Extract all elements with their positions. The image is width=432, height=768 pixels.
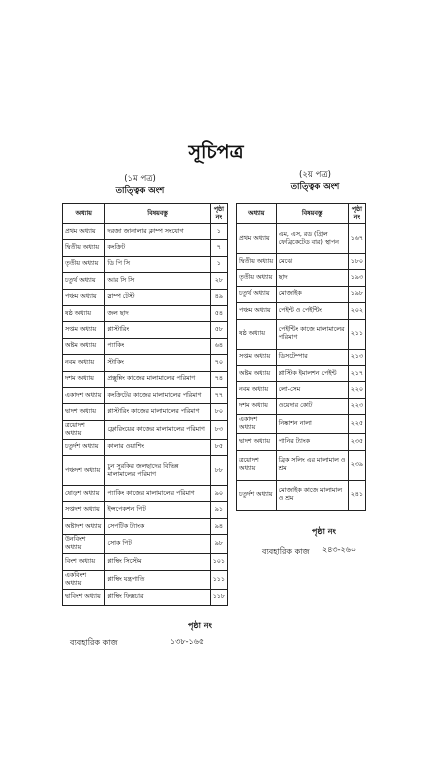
page-number-cell: ২০২: [348, 303, 365, 319]
page-number-cell: ৭০: [210, 355, 227, 371]
chapter-cell: একবিংশ অধ্যায়: [63, 570, 105, 589]
chapter-cell: দ্বাদশ অধ্যায়: [63, 404, 105, 420]
chapter-cell: অষ্টম অধ্যায়: [237, 365, 277, 381]
paper2-label: (২য় পত্র): [299, 170, 331, 180]
table-row: [63, 456, 228, 486]
subject-cell: সেপটিক ট্যাংক: [105, 518, 210, 534]
subject-cell: প্লাম্বিং সিস্টেম: [105, 554, 210, 570]
chapter-cell: প্রথম অধ্যায়: [237, 224, 277, 254]
subject-cell: চুন সুরকির জলছাদের বিভিন্ন মালামালের পরিমাণ: [105, 456, 210, 486]
subject-cell: স্টাকিং: [105, 355, 210, 371]
chapter-cell: তৃতীয় অধ্যায়: [63, 256, 105, 272]
chapter-cell: একাদশ অধ্যায়: [237, 415, 277, 434]
page-number-cell: ২১৩: [348, 349, 365, 365]
page-number-cell: ২৪১: [348, 480, 365, 510]
table-row: [237, 319, 366, 349]
page-number-cell: ৫৮: [210, 322, 227, 338]
table-row: [237, 434, 366, 450]
chapter-cell: সপ্তদশ অধ্যায়: [63, 502, 105, 518]
table-row: [63, 502, 228, 518]
subject-cell: ইন্সপেকশন পিট: [105, 502, 210, 518]
subject-cell: প্লাম্বিং ফিক্সচার: [105, 589, 210, 605]
subject-cell: প্রক্সুন্নিং কাজের মালামালের পরিমাণ: [105, 371, 210, 387]
table-header-row: [237, 204, 366, 224]
subject-cell: প্লাস্টারিং কাজের মালামালের পরিমাণ: [105, 404, 210, 420]
chapter-cell: চতুর্দশ অধ্যায়: [237, 480, 277, 510]
page-number-cell: ৯৮: [210, 535, 227, 554]
page-number-cell: ৯১: [210, 502, 227, 518]
table-row: [63, 439, 228, 455]
paper2-practical-pages: ২৪৩-২৬০: [322, 545, 357, 554]
page-number-cell: ১১৮: [210, 589, 227, 605]
table-row: [63, 322, 228, 338]
page-number-cell: ১০১: [210, 554, 227, 570]
subject-cell: পানির ট্যাংক: [276, 434, 348, 450]
subject-cell: প্লাস্টারিং: [105, 322, 210, 338]
chapter-cell: তৃতীয় অধ্যায়: [237, 270, 277, 286]
chapter-cell: নবম অধ্যায়: [63, 355, 105, 371]
subject-cell: প্লাস্টিক ইমালশন পেইন্ট: [276, 365, 348, 381]
table-row: [63, 518, 228, 534]
page-number-cell: ২৮: [210, 273, 227, 289]
page-number-cell: ৯৪: [210, 518, 227, 534]
col-header-subject: বিষয়বস্তু: [105, 204, 210, 224]
subject-cell: দরজা জানালার ক্লাম্প সংযোগ: [105, 224, 210, 240]
chapter-cell: দ্বিতীয় অধ্যায়: [63, 240, 105, 256]
chapter-cell: বিংশ অধ্যায়: [63, 554, 105, 570]
table-row: [237, 398, 366, 414]
chapter-cell: পঞ্চম অধ্যায়: [237, 303, 277, 319]
page-number-cell: ৪৯: [210, 289, 227, 305]
table-row: [63, 486, 228, 502]
subject-cell: মোজাইক: [276, 286, 348, 302]
chapter-cell: অষ্টাদশ অধ্যায়: [63, 518, 105, 534]
chapter-cell: চতুর্থ অধ্যায়: [63, 273, 105, 289]
col-header-page: পৃষ্ঠা নং: [348, 204, 365, 224]
chapter-cell: ত্রয়োদশ অধ্যায়: [237, 450, 277, 480]
table-row: [237, 270, 366, 286]
paper2-page-label: পৃষ্ঠা নং: [312, 527, 336, 536]
subject-cell: কংক্রিট: [105, 240, 210, 256]
chapter-cell: দ্বাবিংশ অধ্যায়: [63, 589, 105, 605]
table-row: [63, 404, 228, 420]
page-number-cell: ৭: [210, 240, 227, 256]
page-number-cell: ৯০: [210, 486, 227, 502]
page-number-cell: ৬৪: [210, 338, 227, 354]
page-number-cell: ৮০: [210, 404, 227, 420]
table-row: [237, 415, 366, 434]
chapter-cell: অষ্টম অধ্যায়: [63, 338, 105, 354]
chapter-cell: দশম অধ্যায়: [63, 371, 105, 387]
page-number-cell: ১: [210, 256, 227, 272]
page-number-cell: ২১১: [348, 319, 365, 349]
chapter-cell: ষোড়শ অধ্যায়: [63, 486, 105, 502]
page-number-cell: ১১১: [210, 570, 227, 589]
table-row: [63, 224, 228, 240]
subject-cell: প্যাকিং কাজের মালামালের পরিমাণ: [105, 486, 210, 502]
table-row: [237, 224, 366, 254]
subject-cell: আর সি সি: [105, 273, 210, 289]
page-number-cell: ১৯৩: [348, 270, 365, 286]
col-header-subject: বিষয়বস্তু: [276, 204, 348, 224]
paper2-contents-table: [236, 203, 366, 511]
table-row: [63, 289, 228, 305]
subject-cell: ডিসটেম্পার: [276, 349, 348, 365]
subject-cell: প্যাকিং: [105, 338, 210, 354]
subject-cell: লো-সেম: [276, 382, 348, 398]
subject-cell: ছাদ: [276, 270, 348, 286]
page-number-cell: ২২৩: [348, 398, 365, 414]
subject-cell: পেইন্ট ও পেইন্টিং: [276, 303, 348, 319]
paper1-practical-pages: ১৩৮-১৬৫: [170, 637, 205, 646]
subject-cell: কংক্রিটের কাজের মালামালের পরিমাণ: [105, 387, 210, 403]
table-row: [63, 570, 228, 589]
chapter-cell: চতুর্থ অধ্যায়: [237, 286, 277, 302]
chapter-cell: ষষ্ঠ অধ্যায়: [237, 319, 277, 349]
subject-cell: মোজাইক কাজে মালামাল ও শ্রম: [276, 480, 348, 510]
table-row: [237, 286, 366, 302]
subject-cell: জল ছাদ: [105, 305, 210, 321]
table-row: [63, 371, 228, 387]
paper1-label: (১ম পত্র): [124, 174, 156, 184]
col-header-page: পৃষ্ঠা নং: [210, 204, 227, 224]
chapter-cell: প্রথম অধ্যায়: [63, 224, 105, 240]
table-row: [63, 420, 228, 439]
page-number-cell: ৫৪: [210, 305, 227, 321]
page-number-cell: ৭৪: [210, 371, 227, 387]
subject-cell: মেঝে: [276, 254, 348, 270]
subject-cell: ওয়েদার কোট: [276, 398, 348, 414]
page-number-cell: ১৬৭: [348, 224, 365, 254]
chapter-cell: দ্বাদশ অধ্যায়: [237, 434, 277, 450]
page-number-cell: ২৩৯: [348, 450, 365, 480]
chapter-cell: সপ্তম অধ্যায়: [237, 349, 277, 365]
chapter-cell: একাদশ অধ্যায়: [63, 387, 105, 403]
page-number-cell: ৮৫: [210, 439, 227, 455]
page-number-cell: ২৩৫: [348, 434, 365, 450]
chapter-cell: দ্বিতীয় অধ্যায়: [237, 254, 277, 270]
paper1-page-label: পৃষ্ঠা নং: [188, 621, 212, 630]
table-row: [237, 365, 366, 381]
subject-cell: পেইন্টিং কাজে মালামালের পরিমাণ: [276, 319, 348, 349]
table-row: [63, 338, 228, 354]
chapter-cell: ষষ্ঠ অধ্যায়: [63, 305, 105, 321]
subject-cell: প্লাম্বিং যন্ত্রপাতি: [105, 570, 210, 589]
page-number-cell: ৮৩: [210, 420, 227, 439]
table-row: [63, 240, 228, 256]
table-row: [237, 254, 366, 270]
table-row: [63, 355, 228, 371]
page-number-cell: ১৯৮: [348, 286, 365, 302]
subject-cell: কালার ওয়াশিং: [105, 439, 210, 455]
chapter-cell: পঞ্চম অধ্যায়: [63, 289, 105, 305]
col-header-chapter: অধ্যায়: [63, 204, 105, 224]
paper2-subtitle: তাত্ত্বিক অংশ: [290, 182, 340, 192]
paper1-subtitle: তাত্ত্বিক অংশ: [115, 186, 165, 196]
paper2-practical-label: ব্যবহারিক কাজ: [262, 547, 310, 556]
subject-cell: ব্রিক সলিং এর মালামাল ও শ্রম: [276, 450, 348, 480]
page-title: সূচিপত্র: [188, 141, 244, 163]
page-number-cell: ১৮০: [348, 254, 365, 270]
chapter-cell: চতুর্দশ অধ্যায়: [63, 439, 105, 455]
table-row: [63, 535, 228, 554]
table-row: [63, 256, 228, 272]
table-row: [63, 273, 228, 289]
table-row: [237, 480, 366, 510]
chapter-cell: পঞ্চদশ অধ্যায়: [63, 456, 105, 486]
table-row: [237, 303, 366, 319]
subject-cell: সোক পিট: [105, 535, 210, 554]
table-header-row: [63, 204, 228, 224]
table-row: [63, 589, 228, 605]
page-number-cell: ১: [210, 224, 227, 240]
chapter-cell: দশম অধ্যায়: [237, 398, 277, 414]
subject-cell: ডি পি সি: [105, 256, 210, 272]
subject-cell: এম, এস, রড (গ্রিল ফেব্রিকেটেড বার) স্থাপন: [276, 224, 348, 254]
table-row: [63, 387, 228, 403]
col-header-chapter: অধ্যায়: [237, 204, 277, 224]
page-number-cell: ২১৭: [348, 365, 365, 381]
subject-cell: নিষ্কাশন নালা: [276, 415, 348, 434]
table-row: [237, 349, 366, 365]
chapter-cell: ত্রয়োদশ অধ্যায়: [63, 420, 105, 439]
table-row: [237, 382, 366, 398]
page-number-cell: ২২০: [348, 382, 365, 398]
chapter-cell: সপ্তম অধ্যায়: [63, 322, 105, 338]
subject-cell: স্লাম্প টেস্ট: [105, 289, 210, 305]
table-row: [63, 554, 228, 570]
paper1-practical-label: ব্যবহারিক কাজ: [70, 638, 118, 647]
page-number-cell: ৮৮: [210, 456, 227, 486]
table-row: [237, 450, 366, 480]
paper1-contents-table: [62, 203, 228, 606]
chapter-cell: নবম অধ্যায়: [237, 382, 277, 398]
table-row: [63, 305, 228, 321]
chapter-cell: উনবিংশ অধ্যায়: [63, 535, 105, 554]
page-number-cell: ৭৭: [210, 387, 227, 403]
page-number-cell: ২২৫: [348, 415, 365, 434]
subject-cell: ফ্লোরিংয়ের কাজের মালামালের পরিমাণ: [105, 420, 210, 439]
